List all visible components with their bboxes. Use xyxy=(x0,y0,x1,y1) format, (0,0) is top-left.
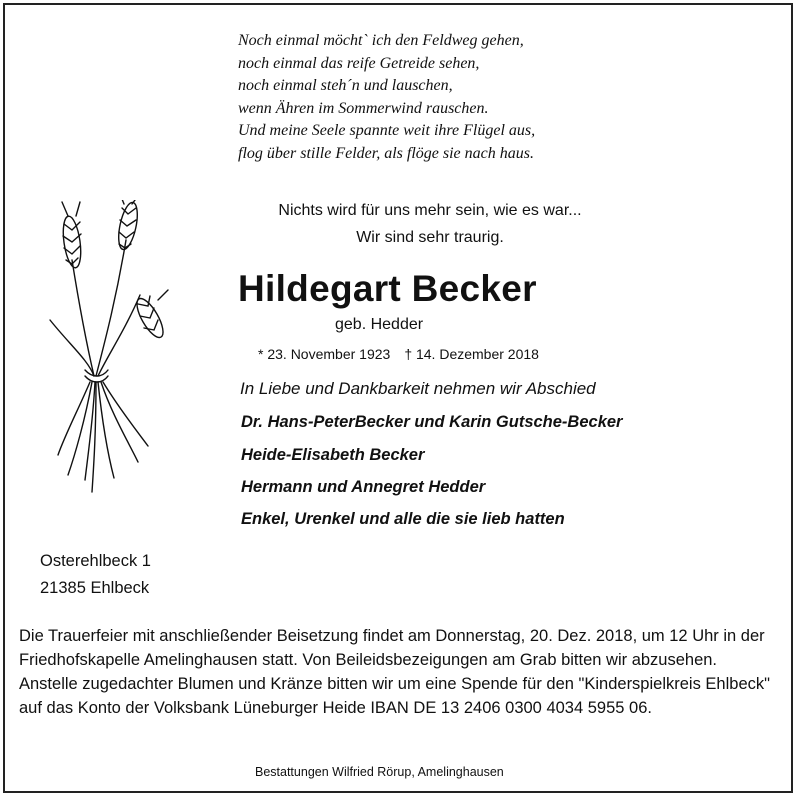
deceased-name: Hildegart Becker xyxy=(238,268,537,309)
birth-name: geb. Hedder xyxy=(335,316,424,333)
address-street: Osterehlbeck 1 xyxy=(40,552,151,570)
poem-line: Noch einmal möcht` ich den Feldweg gehen, xyxy=(238,32,524,49)
undertaker-footer: Bestattungen Wilfried Rörup, Amelinghausen xyxy=(255,765,504,779)
mourner-line: Dr. Hans-PeterBecker und Karin Gutsche-Becker xyxy=(241,413,623,431)
quote-line-2: Wir sind sehr traurig. xyxy=(356,229,504,246)
wheat-bundle-icon xyxy=(30,200,190,500)
poem-line: flog über stille Felder, als flöge sie nach haus. xyxy=(238,144,534,162)
death-date: † 14. Dezember 2018 xyxy=(404,346,539,362)
funeral-notice-text: Die Trauerfeier mit anschließender Beisetzung findet am Donnerstag, 20. Dez. 2018, um 12 Uhr in der Friedhofskapelle Amelinghausen statt. Von Beileidsbezeigungen am Grab bitten wir abzusehen. Anstelle zugedachter Blumen und Kränze bitten wir um eine Spende für den "Kinderspielkreis Ehlbeck" auf das Konto der Volksbank Lüneburger Heide IBAN DE 13 2406 0300 4034 5955 06. xyxy=(19,627,770,717)
mourner-line: Hermann und Annegret Hedder xyxy=(241,478,486,496)
mourner-line: Enkel, Urenkel und alle die sie lieb hatten xyxy=(241,510,565,528)
address-city: 21385 Ehlbeck xyxy=(40,579,150,597)
mourner-line: Heide-Elisabeth Becker xyxy=(241,446,425,464)
poem-line: Und meine Seele spannte weit ihre Flügel aus, xyxy=(238,122,536,139)
farewell-line: In Liebe und Dankbarkeit nehmen wir Abschied xyxy=(240,379,596,398)
life-dates xyxy=(258,346,553,362)
poem-line: noch einmal das reife Getreide sehen, xyxy=(238,54,480,72)
poem-line: noch einmal steh´n und lauschen, xyxy=(238,77,453,94)
poem xyxy=(238,30,535,165)
birth-date: * 23. November 1923 xyxy=(258,346,391,362)
quote-line-1: Nichts wird für uns mehr sein, wie es war... xyxy=(278,202,582,219)
poem-line: wenn Ähren im Sommerwind rauschen. xyxy=(238,99,489,117)
